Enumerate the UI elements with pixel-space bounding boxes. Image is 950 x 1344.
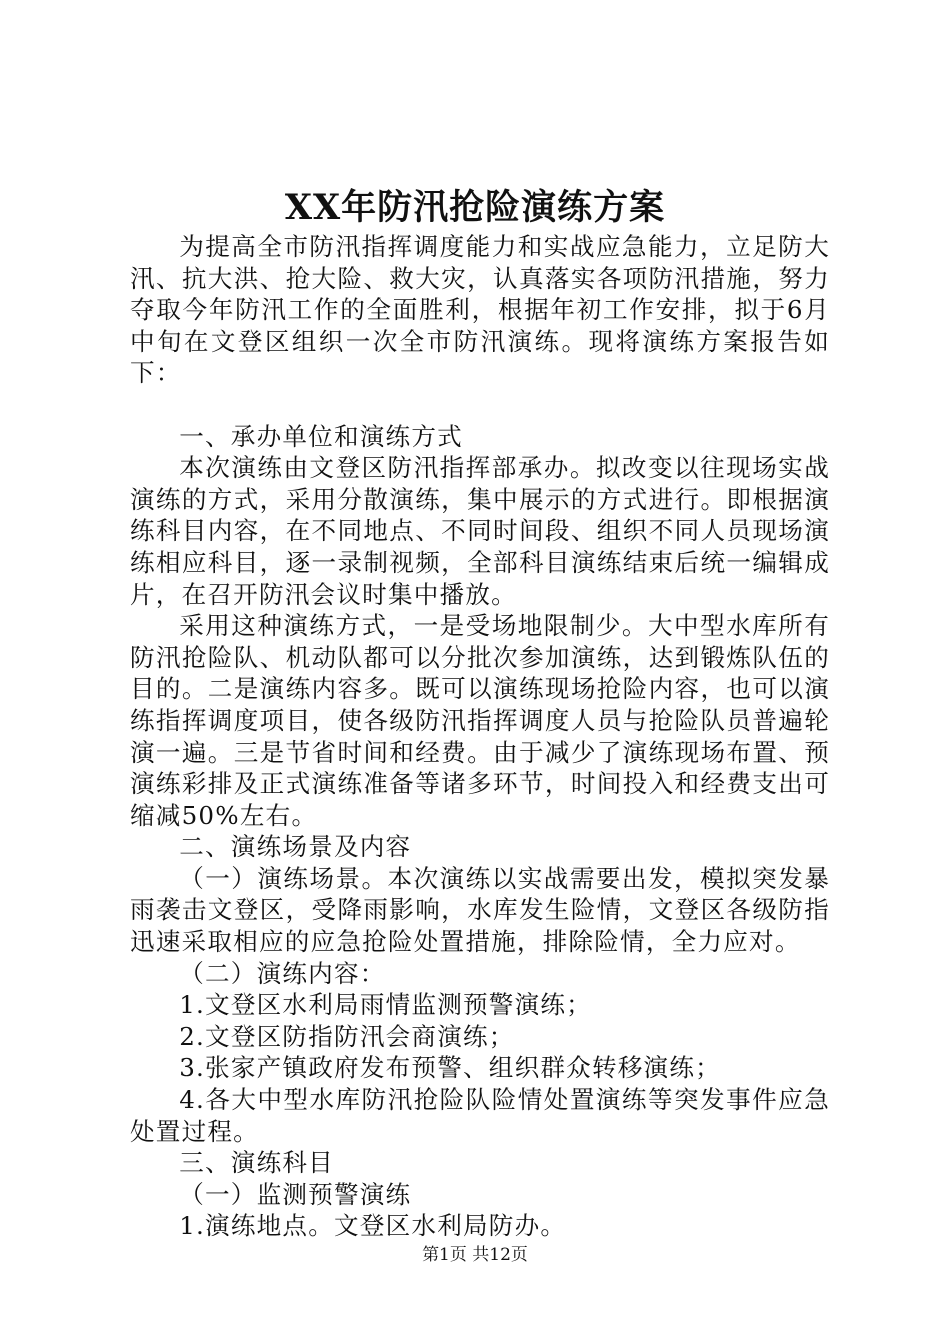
paragraph-organizer: 本次演练由文登区防汛指挥部承办。拟改变以往现场实战演练的方式，采用分散演练，集中展示的方式进行。即根据演练科目内容，在不同地点、不同时间段、组织不同人员现场演练相应科目，逐一录制视频，全部科目演练结束后统一编辑成片，在召开防汛会议时集中播放。 [130,453,830,609]
list-item-location: 1.演练地点。文登区水利局防办。 [179,1211,567,1241]
document-title: XX年防汛抢险演练方案 [284,187,666,228]
document-body [130,231,830,1242]
list-item-2: 2.文登区防指防汛会商演练； [179,1021,515,1051]
page-footer: 第1页 共12页 [422,1245,528,1265]
blank-line [130,389,830,421]
list-item-1: 1.文登区水利局雨情监测预警演练； [179,990,592,1020]
list-item-3: 3.张家产镇政府发布预警、组织群众转移演练； [179,1053,721,1083]
section-heading-3: 三、演练科目 [179,1148,334,1178]
paragraph-intro: 为提高全市防汛指挥调度能力和实战应急能力，立足防大汛、抗大洪、抢大险、救大灾，认真落实各项防汛措施，努力夺取今年防汛工作的全面胜利，根据年初工作安排，拟于6月中旬在文登区组织一次全市防汛演练。现将演练方案报告如下： [130,232,830,388]
section-heading-2: 二、演练场景及内容 [179,832,412,862]
subheading-monitoring: （一）监测预警演练 [179,1179,412,1209]
list-item-4: 4.各大中型水库防汛抢险队险情处置演练等突发事件应急处置过程。 [130,1085,830,1146]
section-heading-1: 一、承办单位和演练方式 [179,421,463,451]
subheading-content: （二）演练内容： [179,958,386,988]
paragraph-scenario: （一）演练场景。本次演练以实战需要出发，模拟突发暴雨袭击文登区，受降雨影响，水库发生险情，文登区各级防指迅速采取相应的应急抢险处置措施，排除险情，全力应对。 [130,863,830,957]
paragraph-method-benefits: 采用这种演练方式，一是受场地限制少。大中型水库所有防汛抢险队、机动队都可以分批次参加演练，达到锻炼队伍的目的。二是演练内容多。既可以演练现场抢险内容，也可以演练指挥调度项目，使各级防汛指挥调度人员与抢险队员普遍轮演一遍。三是节省时间和经费。由于减少了演练现场布置、预演练彩排及正式演练准备等诸多环节，时间投入和经费支出可缩减50%左右。 [130,611,830,830]
